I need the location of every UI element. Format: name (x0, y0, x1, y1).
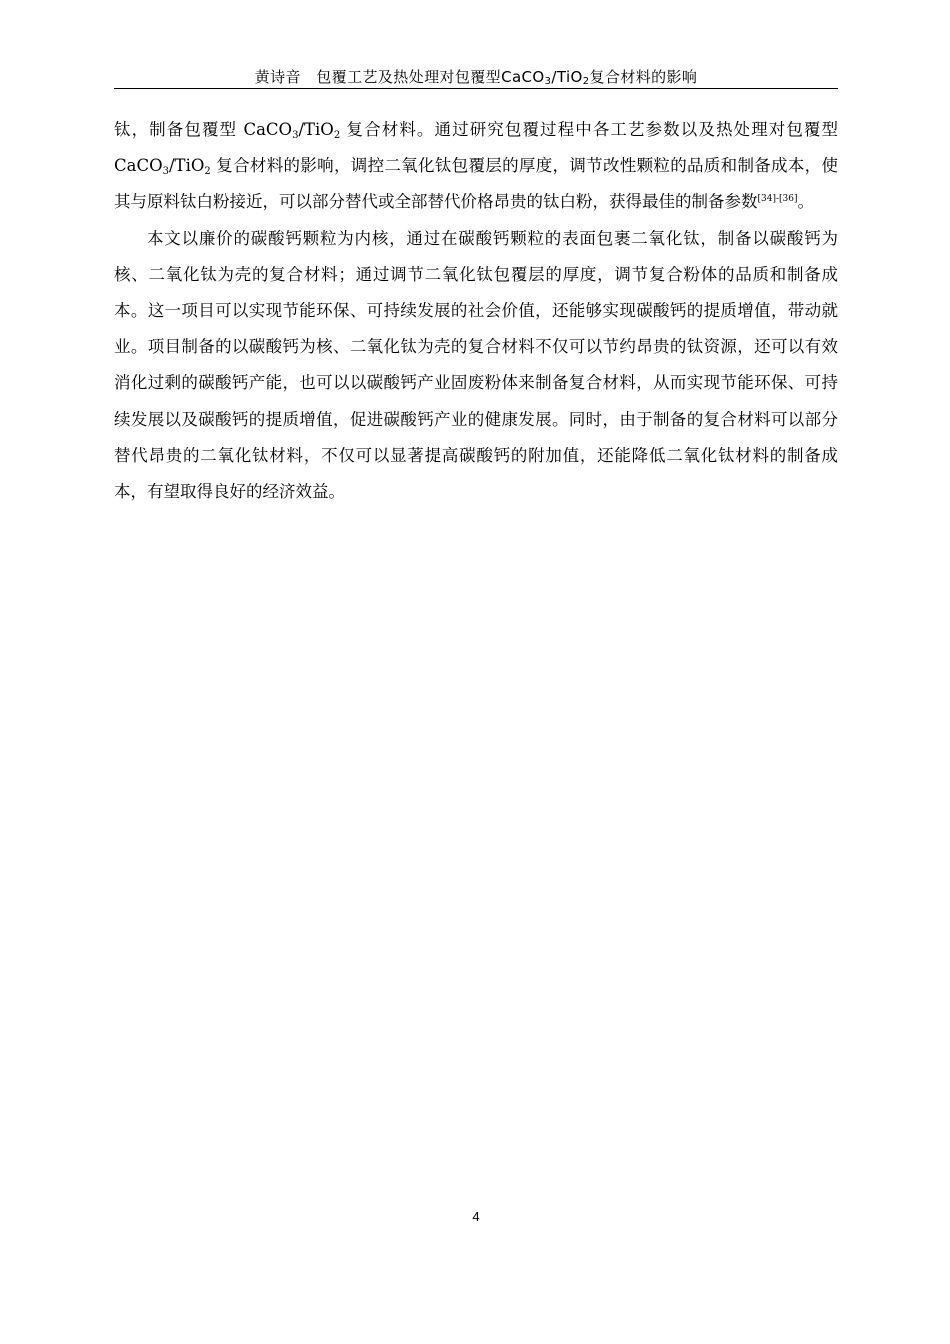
body-text (114, 112, 838, 510)
paragraph-1 (114, 112, 838, 221)
paragraph-1-text-c: 复合材料。通过研究包覆过程中各工艺参数以及热处理对包覆型 CaCO (114, 120, 839, 176)
paragraph-1-text-e: 复合材料的影响，调控二氧化钛包覆层的厚度，调节改性颗粒的品质和制备成本，使其与原料钛白粉接近，可以部分替代或全部替代价格昂贵的钛白粉，获得最佳的制备参数 (114, 156, 838, 212)
paragraph-1-text-f: 。 (797, 192, 814, 212)
citation-reference: [34]-[36] (757, 194, 798, 205)
header-formula-sep: /TiO (551, 68, 583, 86)
subscript: 2 (204, 166, 211, 178)
header-formula-a: CaCO (501, 68, 545, 86)
header-author: 黄诗音 (254, 68, 301, 86)
paragraph-2: 本文以廉价的碳酸钙颗粒为内核，通过在碳酸钙颗粒的表面包裹二氧化钛，制备以碳酸钙为核、二氧化钛为壳的复合材料；通过调节二氧化钛包覆层的厚度，调节复合粉体的品质和制备成本。这一项目可以实现节能环保、可持续发展的社会价值，还能够实现碳酸钙的提质增值，带动就业。项目制备的以碳酸钙为核、二氧化钛为壳的复合材料不仅可以节约昂贵的钛资源，还可以有效消化过剩的碳酸钙产能，也可以以碳酸钙产业固废粉体来制备复合材料，从而实现节能环保、可持续发展以及碳酸钙的提质增值，促进碳酸钙产业的健康发展。同时，由于制备的复合材料可以部分替代昂贵的二氧化钛材料，不仅可以显著提高碳酸钙的附加值，还能降低二氧化钛材料的制备成本，有望取得良好的经济效益。 (114, 228, 838, 502)
paragraph-1-text-d: /TiO (169, 156, 205, 176)
header-formula-b-subscript: 2 (582, 76, 590, 87)
header-divider (114, 88, 838, 89)
page-number: 4 (472, 1209, 480, 1224)
paragraph-1-text-b: /TiO (298, 120, 334, 139)
subscript: 2 (333, 130, 341, 141)
header-gap (301, 68, 316, 86)
subscript: 3 (162, 166, 169, 178)
header-title-part1: 包覆工艺及热处理对包覆型 (316, 68, 502, 86)
subscript: 3 (292, 130, 299, 141)
paragraph-1-text-a: 钛，制备包覆型 CaCO (114, 120, 293, 139)
running-header (114, 66, 838, 88)
header-formula-a-subscript: 3 (544, 76, 552, 87)
header-title-part2: 复合材料的影响 (589, 68, 698, 86)
